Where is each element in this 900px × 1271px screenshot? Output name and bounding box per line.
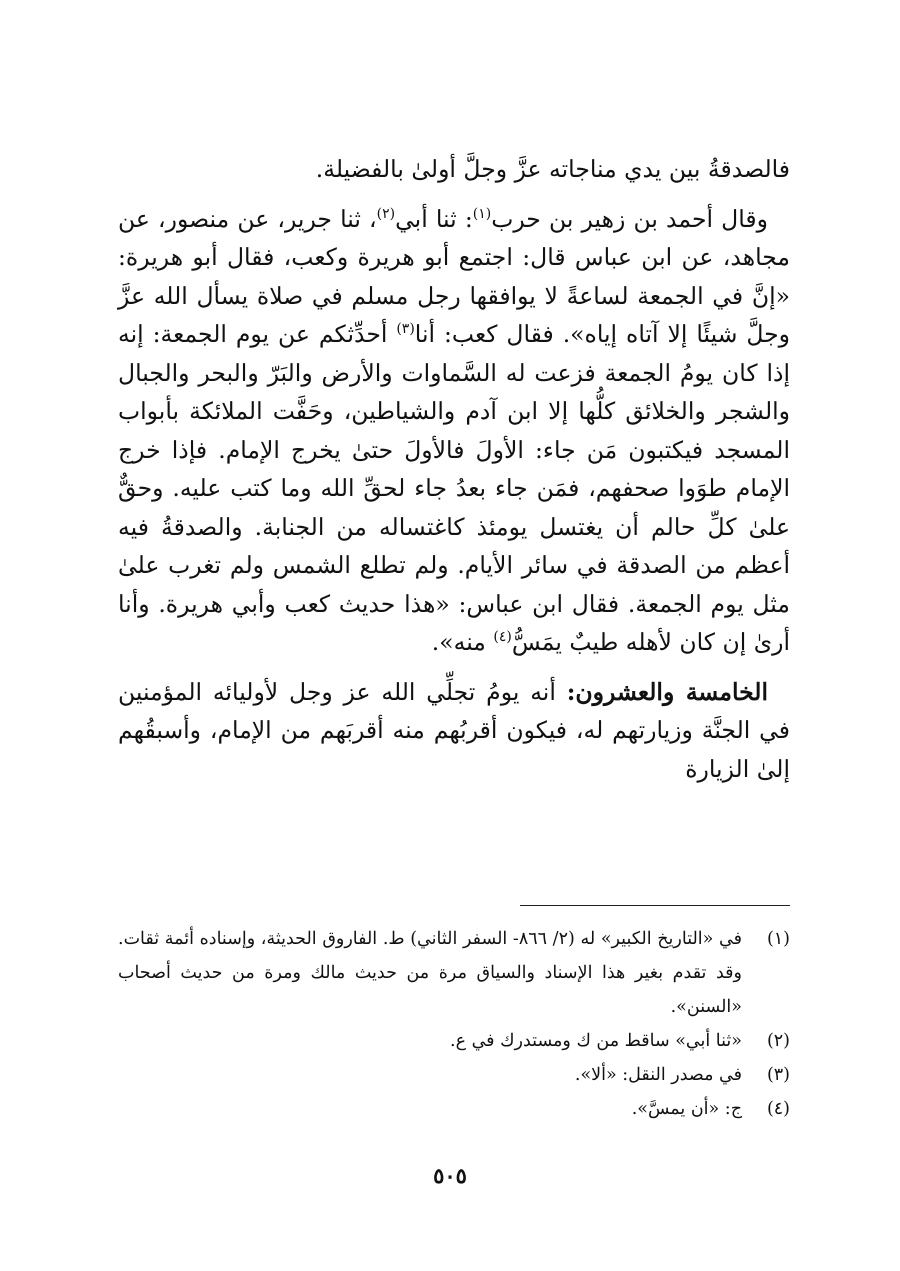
footnotes [118,922,790,1126]
footnote-number: (٤) [766,1099,790,1119]
paragraph-2-part-d: أحدِّثكم عن يوم الجمعة: إنه إذا كان يومُ الجمعة فزعت له السَّماوات والأرض والبَرّ والبحر والجبال والشجر والخلائق كلُّها إلا ابن آدم والشياطين، وحَفَّت الملائكة بأبواب المسجد فيكتبون مَن جاء: الأولَ فالأولَ حتىٰ يخرج الإمام. فإذا خرج الإمام طوَوا صحفهم، فمَن جاء بعدُ جاء لحقِّ الله وما كتب عليه. وحقٌّ علىٰ كلِّ حالم أن يغتسل يومئذ كاغتساله من الجنابة. والصدقةُ فيه أعظم من الصدقة في سائر الأيام. ولم تطلع الشمس ولم تغرب علىٰ مثل يوم الجمعة. فقال ابن عباس: «هذا حديث كعب وأبي هريرة. وأنا أرىٰ إن كان لأهله طيبٌ يمَسُّ [118,320,790,656]
footnote-divider [520,905,790,906]
footnote-text: في «التاريخ الكبير» له (٢/ ٨٦٦- السفر الثاني) ط. الفاروق الحديثة، وإسناده أئمة ثقات. وقد تقدم بغير هذا الإسناد والسياق مرة من حديث مالك ومرة من حديث أصحاب «السنن». [118,929,742,1017]
footnote-1 [118,922,790,1024]
section-heading: الخامسة والعشرون: [566,677,768,706]
paragraph-2-part-c: ، ثنا جرير، عن منصور، عن مجاهد، عن ابن عباس قال: اجتمع أبو هريرة وكعب، فقال أبو هريرة: «إنَّ في الجمعة لساعةً لا يوافقها رجل مسلم في صلاة يسأل الله عزَّ وجلَّ شيئًا إلا آتاه إياه». فقال كعب: أنا [118,204,790,348]
footnote-4 [118,1092,790,1126]
page-number: ٥٠٥ [433,1163,467,1188]
paragraph-2-part-e: منه». [431,628,494,656]
footnote-number: (١) [766,929,790,949]
footnote-text: «ثنا أبي» ساقط من ك ومستدرك في ع. [450,1031,742,1051]
footnote-3 [118,1058,790,1092]
footnote-ref-2[interactable]: (٢) [376,205,396,222]
paragraph-2-part-a: وقال أحمد بن زهير بن حرب [491,204,768,233]
main-text [118,150,790,799]
footnote-ref-3[interactable]: (٣) [396,321,415,338]
footnote-text: في مصدر النقل: «ألا». [574,1065,742,1085]
paragraph-2-part-b: : ثنا أبي [395,204,473,233]
paragraph-1 [118,150,790,189]
footnote-number: (٢) [766,1031,790,1051]
paragraph-3-text: أنه يومُ تجلِّي الله عز وجل لأوليائه المؤمنين في الجنَّة وزيارتهم له، فيكون أقربُهم منه أقربَهم من الإمام، وأسبقُهم إلىٰ الزيارة [118,677,790,783]
footnote-ref-1[interactable]: (١) [472,205,492,222]
paragraph-2 [118,200,790,662]
footnote-ref-4[interactable]: (٤) [493,629,512,646]
footnote-text: ج: «أن يمسَّ». [631,1099,742,1119]
paragraph-1-text: فالصدقةُ بين يدي مناجاته عزَّ وجلَّ أولىٰ بالفضيلة. [315,155,790,183]
paragraph-3 [118,673,790,789]
footnote-2 [118,1024,790,1058]
footnote-number: (٣) [766,1065,790,1085]
